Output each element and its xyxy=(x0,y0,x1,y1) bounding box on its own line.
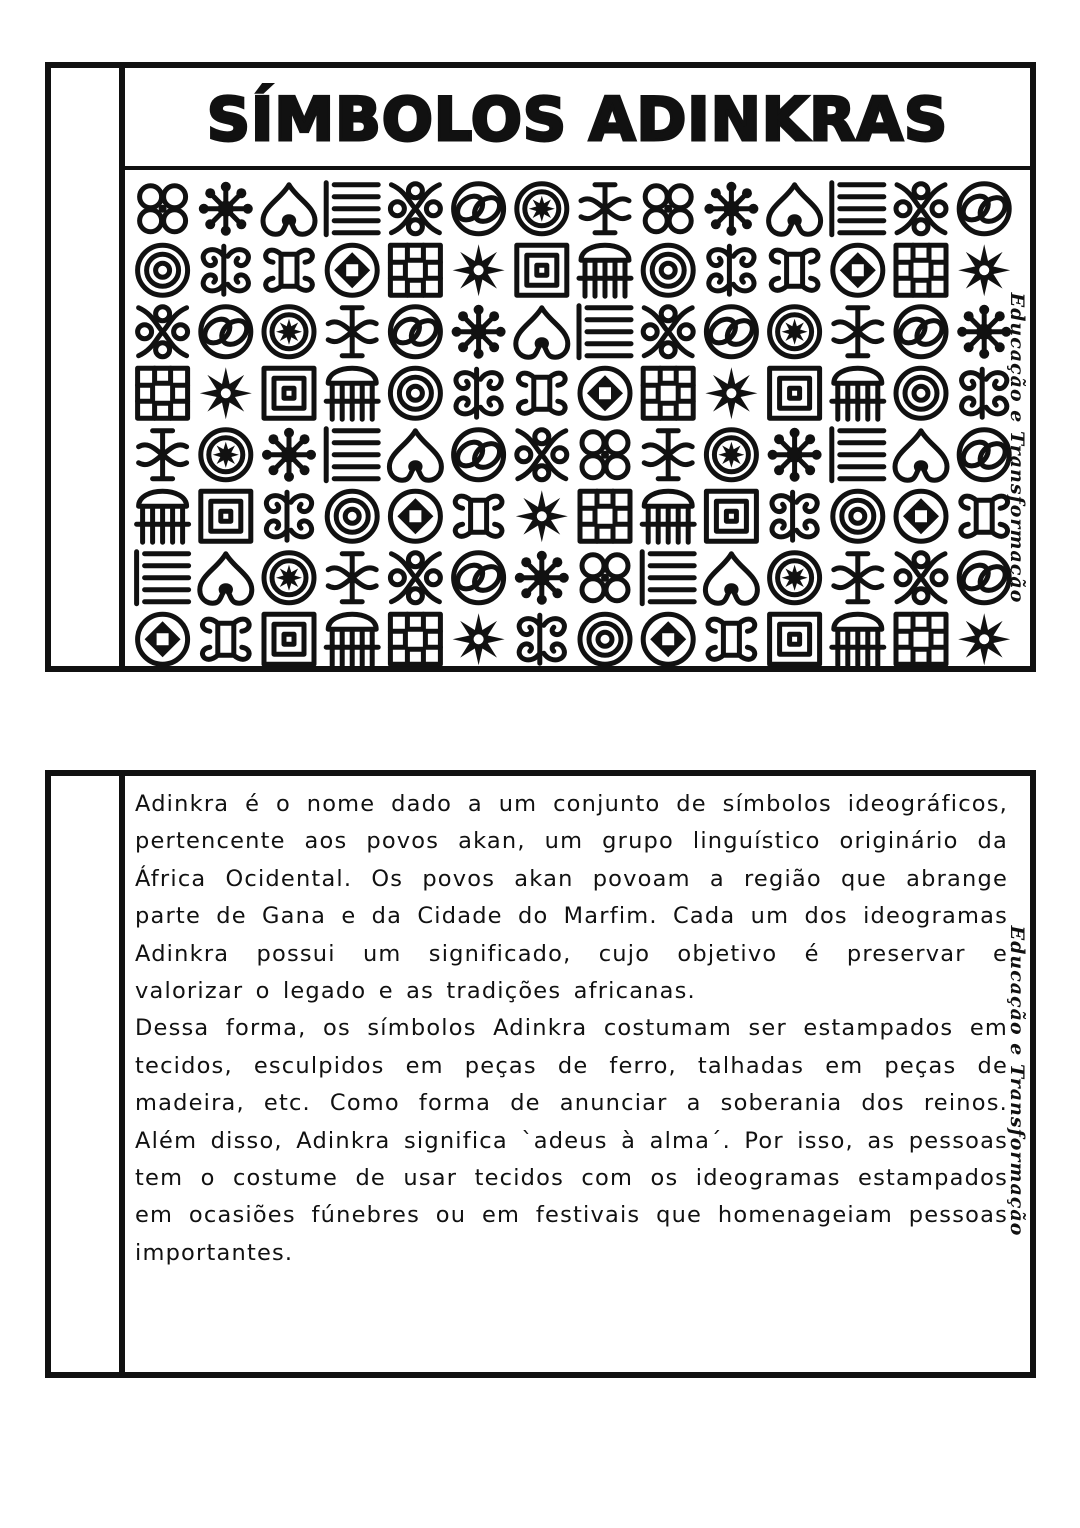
diamond-circle-symbol xyxy=(896,491,946,541)
star-symbol xyxy=(516,490,568,542)
dwennimmen-symbol xyxy=(771,250,818,290)
dwennimmen-symbol xyxy=(266,250,313,290)
title-card xyxy=(45,62,1036,672)
diamond-circle-symbol xyxy=(833,245,883,295)
paragraph-2: Dessa forma, os símbolos Adinkra costumam ser estampados em tecidos, esculpidos em peças de ferro, talhadas em peças de madeira, etc. Como forma de anunciar a soberania dos reinos. Além disso, Adinkra significa `adeus à alma´. Por isso, as pessoas tem o costume de usar tecidos com os ideogramas estampados em ocasiões fúnebres ou em festivais que homenageiam pessoas importantes. xyxy=(135,1015,1008,1266)
star-symbol xyxy=(705,367,757,419)
star-symbol xyxy=(958,244,1010,296)
sun-flower-symbol xyxy=(515,551,569,605)
dwennimmen-symbol xyxy=(961,496,1008,536)
heart-symbol xyxy=(263,185,315,235)
akoma-ntoso-symbol xyxy=(328,308,376,356)
maze-symbol xyxy=(896,245,946,295)
knot-symbol xyxy=(959,430,1010,480)
scroll-symbol xyxy=(266,492,311,540)
scroll-symbol xyxy=(962,369,1007,417)
star-symbol xyxy=(200,367,252,419)
gye-nyame-symbol xyxy=(645,186,691,232)
maze-symbol xyxy=(643,368,693,418)
cross-x-symbol xyxy=(896,553,946,603)
comb-symbol xyxy=(137,491,189,542)
sun-flower-symbol xyxy=(768,428,822,482)
diamond-circle-symbol xyxy=(580,368,630,418)
text-card xyxy=(45,770,1036,1378)
sun-circle-symbol xyxy=(264,553,314,603)
knot-symbol xyxy=(453,430,504,480)
comb-symbol xyxy=(642,491,694,542)
sun-circle-symbol xyxy=(201,430,251,480)
title-card-content xyxy=(125,68,1030,666)
adinkra-symbol-grid xyxy=(125,170,1020,668)
sun-flower-symbol xyxy=(704,182,758,236)
sun-circle-symbol xyxy=(770,553,820,603)
ladder-symbol xyxy=(137,552,189,604)
symbol-grid-svg xyxy=(125,170,1020,668)
maze-symbol xyxy=(390,614,440,664)
maze-symbol xyxy=(138,368,188,418)
sun-flower-symbol xyxy=(262,428,316,482)
cross-x-symbol xyxy=(517,430,567,480)
square-symbol xyxy=(201,491,251,541)
ladder-symbol xyxy=(832,429,884,481)
body-text xyxy=(135,786,1008,1272)
comb-symbol xyxy=(832,368,884,419)
comb-symbol xyxy=(579,245,631,296)
akoma-ntoso-symbol xyxy=(644,431,692,479)
knot-symbol xyxy=(895,307,946,357)
watermark-vertical: Educação e Transformação xyxy=(1006,292,1028,604)
star-symbol xyxy=(958,613,1010,665)
heart-symbol xyxy=(705,554,757,604)
maze-symbol xyxy=(390,245,440,295)
concentric-symbol xyxy=(580,614,630,664)
square-symbol xyxy=(770,368,820,418)
scroll-symbol xyxy=(519,615,564,663)
diamond-circle-symbol xyxy=(138,614,188,664)
knot-symbol xyxy=(959,553,1010,603)
gye-nyame-symbol xyxy=(140,186,186,232)
sun-flower-symbol xyxy=(452,305,506,359)
text-card-content xyxy=(125,776,1030,1372)
knot-symbol xyxy=(453,553,504,603)
dwennimmen-symbol xyxy=(518,373,565,413)
comb-symbol xyxy=(326,368,378,419)
square-symbol xyxy=(264,368,314,418)
scroll-symbol xyxy=(203,246,248,294)
square-symbol xyxy=(517,245,567,295)
heart-symbol xyxy=(895,431,947,481)
ladder-symbol xyxy=(579,306,631,358)
akoma-ntoso-symbol xyxy=(139,431,187,479)
scroll-symbol xyxy=(709,246,754,294)
heart-symbol xyxy=(389,431,441,481)
square-symbol xyxy=(706,491,756,541)
scroll-symbol xyxy=(772,492,817,540)
diamond-circle-symbol xyxy=(390,491,440,541)
watermark-vertical: Educação e Transformação xyxy=(1006,925,1028,1237)
ladder-symbol xyxy=(326,429,378,481)
concentric-symbol xyxy=(390,368,440,418)
sun-circle-symbol xyxy=(770,307,820,357)
sun-circle-symbol xyxy=(706,430,756,480)
page-title: SÍMBOLOS ADINKRAS xyxy=(206,85,949,155)
maze-symbol xyxy=(580,491,630,541)
heart-symbol xyxy=(200,554,252,604)
sun-circle-symbol xyxy=(517,184,567,234)
ladder-symbol xyxy=(642,552,694,604)
knot-symbol xyxy=(706,307,757,357)
cross-x-symbol xyxy=(138,307,188,357)
sun-flower-symbol xyxy=(199,182,253,236)
dwennimmen-symbol xyxy=(708,619,755,659)
knot-symbol xyxy=(453,184,504,234)
heart-symbol xyxy=(769,185,821,235)
gye-nyame-symbol xyxy=(582,555,628,601)
scroll-symbol xyxy=(456,369,501,417)
cross-x-symbol xyxy=(390,553,440,603)
concentric-symbol xyxy=(138,245,188,295)
knot-symbol xyxy=(200,307,251,357)
sun-flower-symbol xyxy=(957,305,1011,359)
akoma-ntoso-symbol xyxy=(834,308,882,356)
card-spine xyxy=(51,68,125,666)
akoma-ntoso-symbol xyxy=(834,554,882,602)
concentric-symbol xyxy=(833,491,883,541)
dwennimmen-symbol xyxy=(202,619,249,659)
cross-x-symbol xyxy=(643,307,693,357)
knot-symbol xyxy=(390,307,441,357)
cross-x-symbol xyxy=(896,184,946,234)
gye-nyame-symbol xyxy=(582,432,628,478)
heart-symbol xyxy=(516,308,568,358)
knot-symbol xyxy=(959,184,1010,234)
diamond-circle-symbol xyxy=(327,245,377,295)
star-symbol xyxy=(453,244,505,296)
dwennimmen-symbol xyxy=(455,496,502,536)
ladder-symbol xyxy=(326,183,378,235)
cross-x-symbol xyxy=(390,184,440,234)
concentric-symbol xyxy=(896,368,946,418)
comb-symbol xyxy=(326,614,378,665)
ladder-symbol xyxy=(832,183,884,235)
concentric-symbol xyxy=(327,491,377,541)
comb-symbol xyxy=(832,614,884,665)
akoma-ntoso-symbol xyxy=(581,185,629,233)
sun-circle-symbol xyxy=(264,307,314,357)
diamond-circle-symbol xyxy=(643,614,693,664)
star-symbol xyxy=(453,613,505,665)
square-symbol xyxy=(264,614,314,664)
concentric-symbol xyxy=(643,245,693,295)
akoma-ntoso-symbol xyxy=(328,554,376,602)
title-band xyxy=(125,68,1030,170)
card-spine xyxy=(51,776,125,1372)
square-symbol xyxy=(770,614,820,664)
maze-symbol xyxy=(896,614,946,664)
paragraph-1: Adinkra é o nome dado a um conjunto de símbolos ideográficos, pertencente aos povos akan, um grupo linguístico originário da África Ocidental. Os povos akan povoam a região que abrange parte de Gana e da Cidade do Marfim. Cada um dos ideogramas Adinkra possui um significado, cujo objetivo é preservar e valorizar o legado e as tradições africanas. xyxy=(135,791,1008,1005)
